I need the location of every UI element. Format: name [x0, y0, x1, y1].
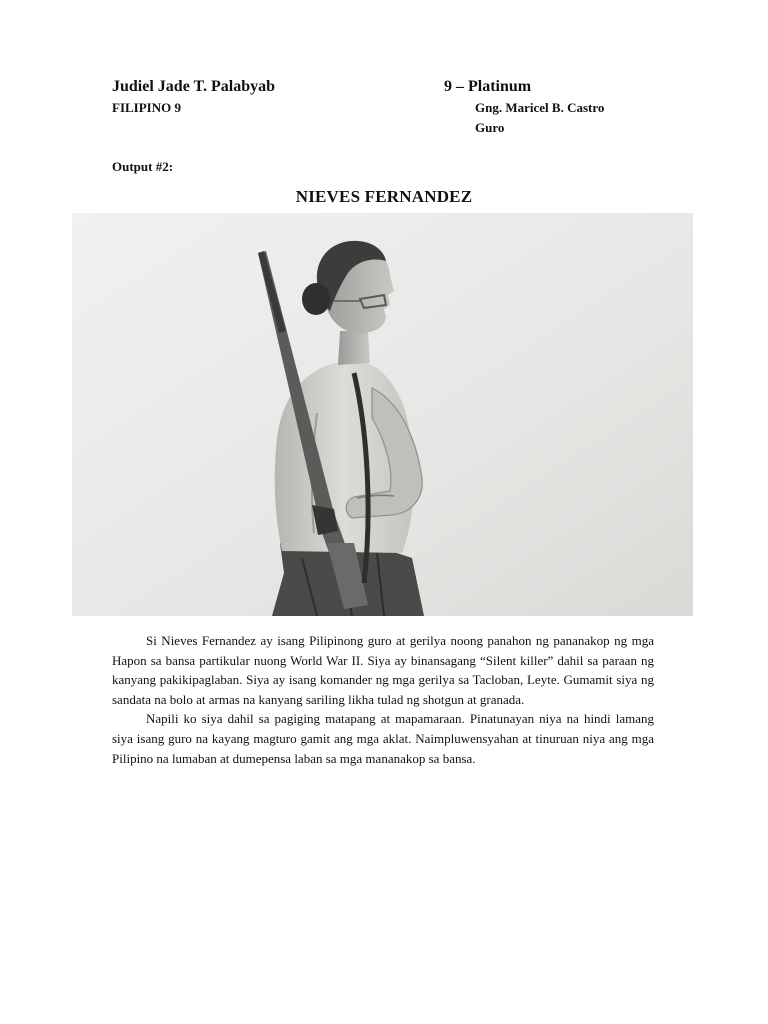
paragraph-1: Si Nieves Fernandez ay isang Pilipinong guro at gerilya noong panahon ng pananakop ng mga Hapon sa bansa partikular nuong World War II. Siya ay binansagang “Silent killer” dahil sa paraan ng kanyang pakikipaglaban. Siya ay isang komander ng mga gerilya sa Tacloban, Leyte. Gumamit siya ng sandata na bolo at armas na kanyang sariling likha tulad ng shotgun at granada. [112, 633, 654, 707]
teacher-name: Gng. Maricel B. Castro [475, 100, 605, 115]
class-section: 9 – Platinum [444, 78, 532, 95]
body-text [112, 631, 654, 768]
teacher-role: Guro [475, 120, 505, 135]
document-title: NIEVES FERNANDEZ [295, 187, 473, 206]
output-label: Output #2: [112, 159, 174, 174]
subject-name: FILIPINO 9 [112, 100, 181, 115]
paragraph-2: Napili ko siya dahil sa pagiging matapang at mapamaraan. Pinatunayan niya na hindi lamang siya isang guro na kayang magturo gamit ang mga aklat. Naimpluwensyahan at tinuruan niya ang mga Pilipino na lumaban at dumepensa laban sa mga mananakop sa bansa. [112, 711, 654, 766]
student-name: Judiel Jade T. Palabyab [112, 78, 275, 95]
portrait-sketch-image [72, 213, 693, 616]
